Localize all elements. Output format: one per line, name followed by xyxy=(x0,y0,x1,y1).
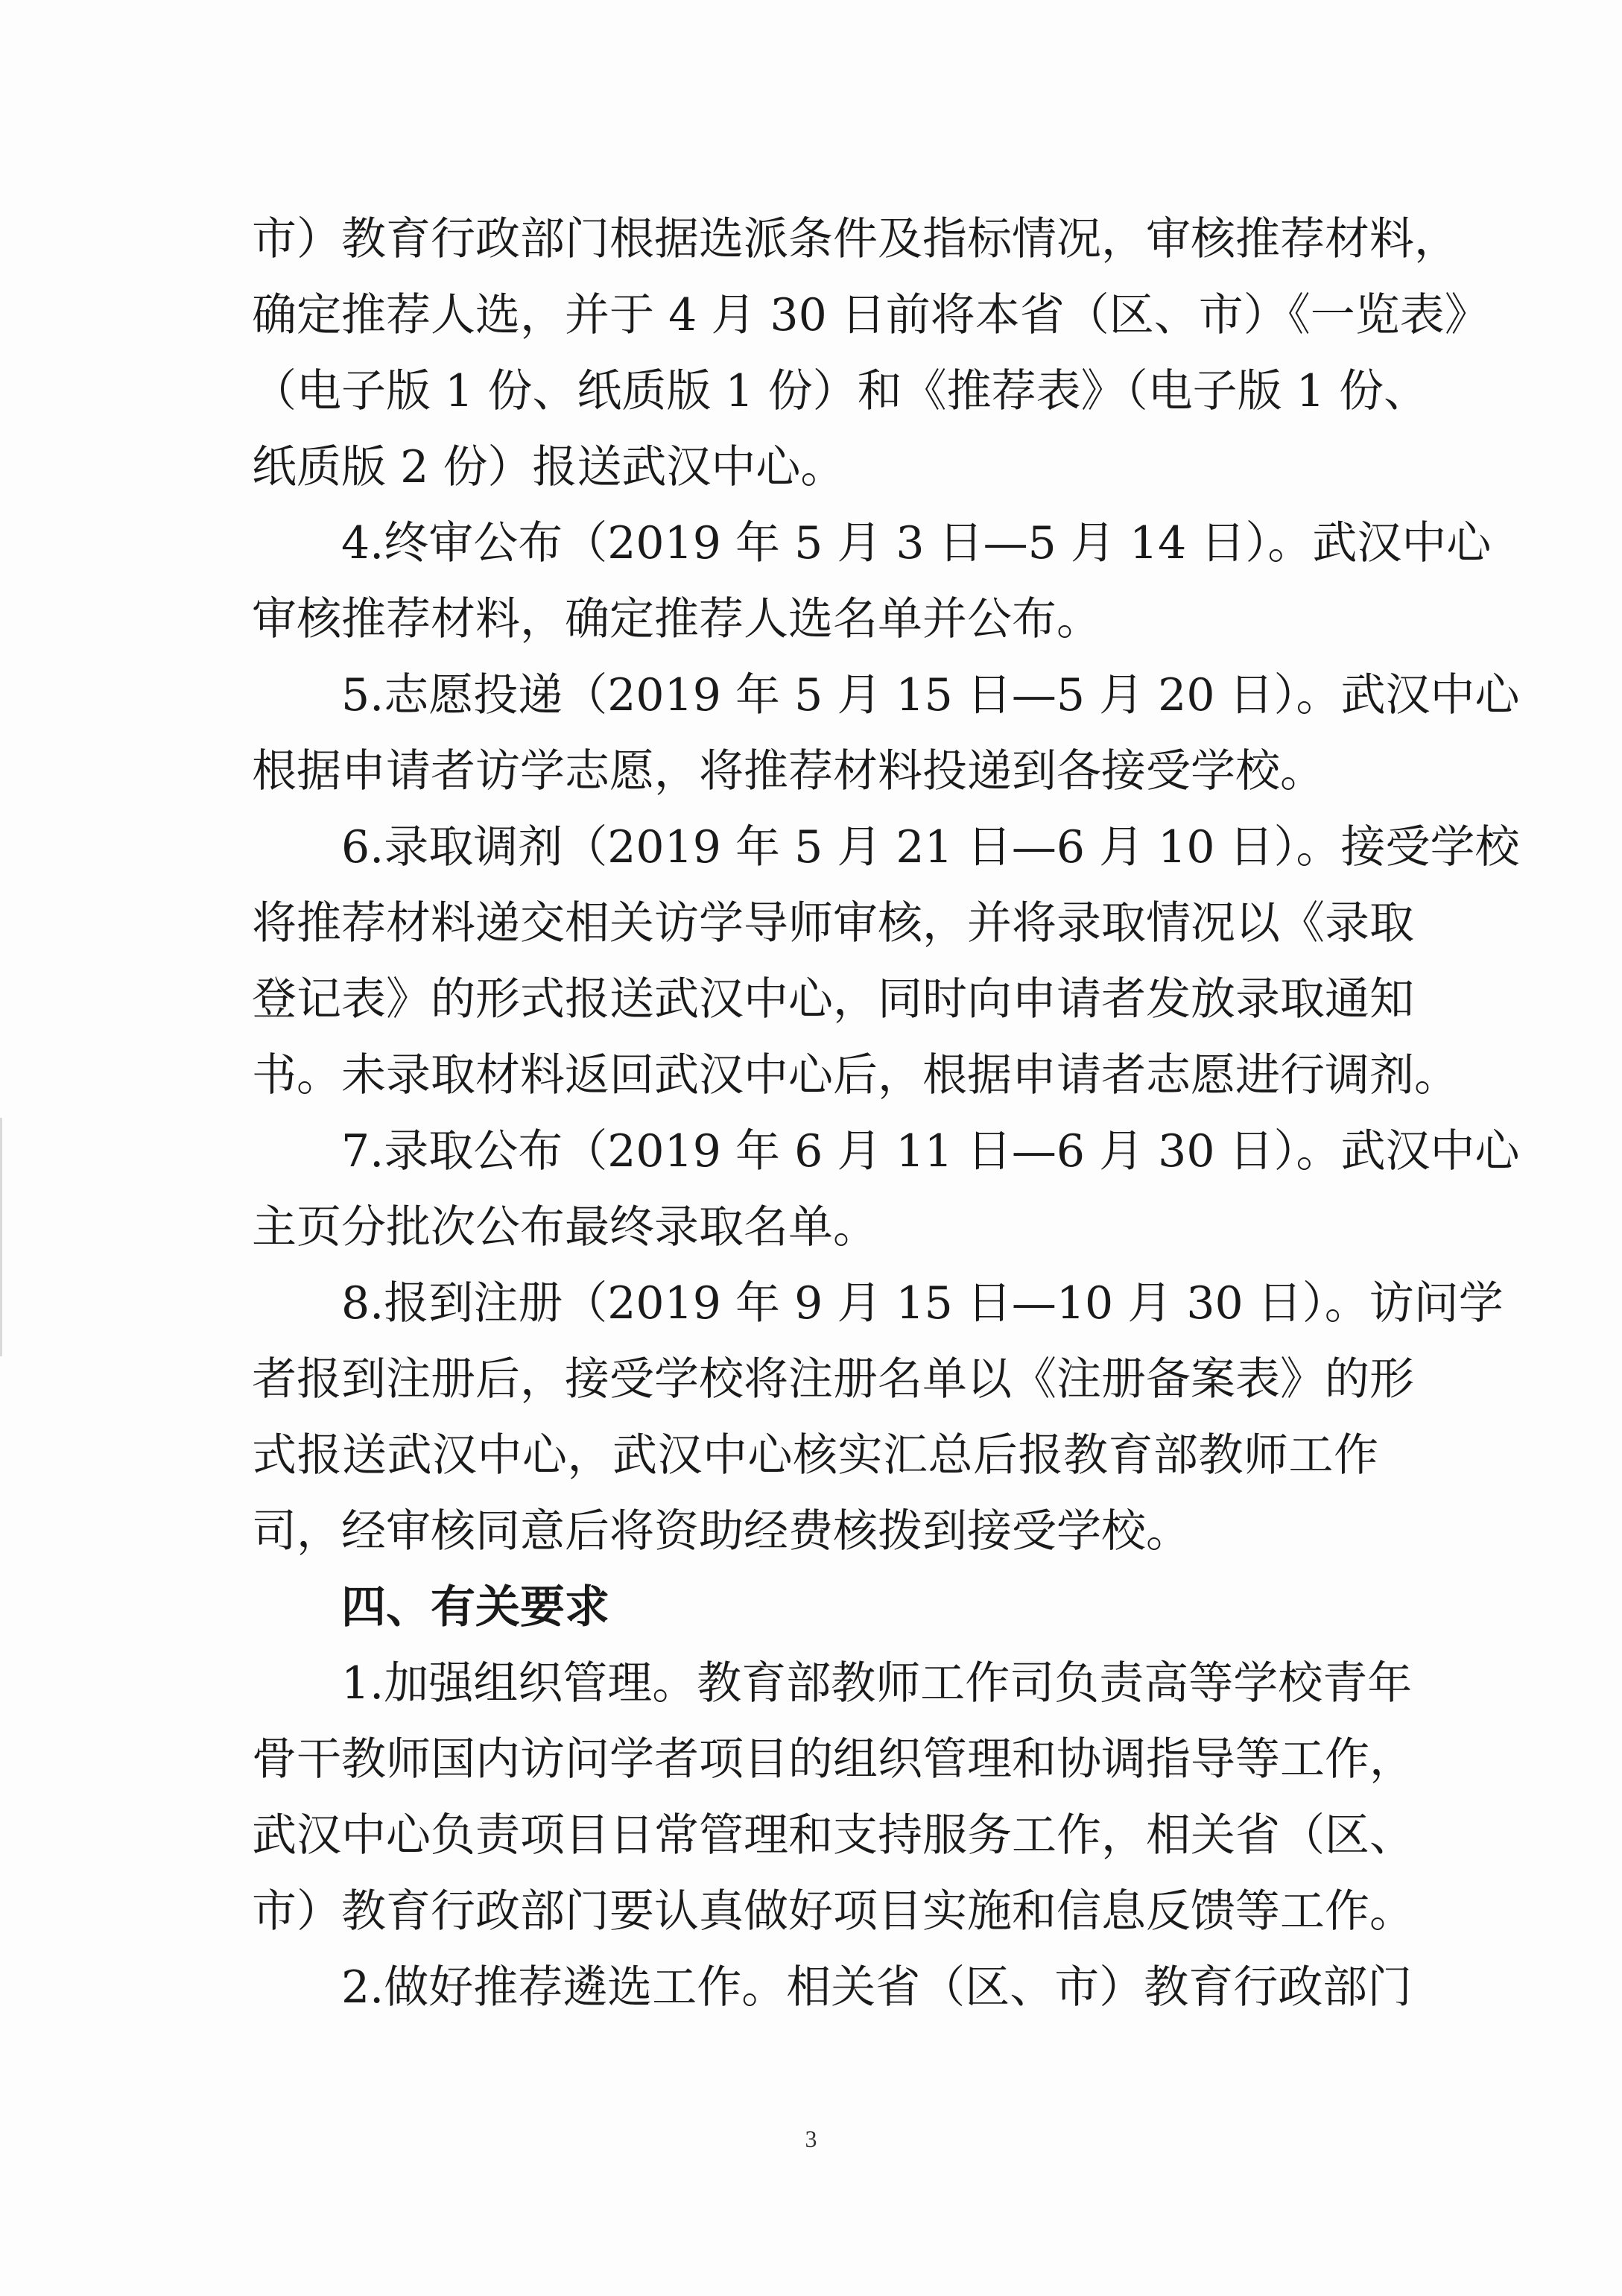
body-line: 1.加强组织管理。教育部教师工作司负责高等学校青年 xyxy=(341,1657,1413,1710)
body-line: 登记表》的形式报送武汉中心，同时向申请者发放录取通知 xyxy=(252,973,1414,1025)
body-line: 2.做好推荐遴选工作。相关省（区、市）教育行政部门 xyxy=(341,1961,1413,2014)
body-line: 书。未录取材料返回武汉中心后，根据申请者志愿进行调剂。 xyxy=(252,1049,1459,1101)
body-line: 确定推荐人选，并于 4 月 30 日前将本省（区、市）《一览表》 xyxy=(252,289,1489,341)
body-line: 式报送武汉中心，武汉中心核实汇总后报教育部教师工作 xyxy=(252,1429,1378,1481)
body-line: 主页分批次公布最终录取名单。 xyxy=(252,1201,878,1253)
body-line: 6.录取调剂（2019 年 5 月 21 日—6 月 10 日）。接受学校 xyxy=(341,821,1520,873)
body-line: 7.录取公布（2019 年 6 月 11 日—6 月 30 日）。武汉中心 xyxy=(341,1125,1520,1177)
body-line: 者报到注册后，接受学校将注册名单以《注册备案表》的形 xyxy=(252,1353,1414,1405)
body-line: 纸质版 2 份）报送武汉中心。 xyxy=(252,441,846,493)
body-line: 市）教育行政部门要认真做好项目实施和信息反馈等工作。 xyxy=(252,1885,1414,1938)
body-line: （电子版 1 份、纸质版 1 份）和《推荐表》（电子版 1 份、 xyxy=(252,365,1428,417)
body-line: 市）教育行政部门根据选派条件及指标情况，审核推荐材料， xyxy=(252,213,1459,265)
page-number: 3 xyxy=(805,2125,817,2152)
body-line: 骨干教师国内访问学者项目的组织管理和协调指导等工作， xyxy=(252,1733,1414,1786)
body-line: 4.终审公布（2019 年 5 月 3 日—5 月 14 日）。武汉中心 xyxy=(341,517,1492,569)
scan-edge xyxy=(0,1118,2,1356)
body-line: 武汉中心负责项目日常管理和支持服务工作，相关省（区、 xyxy=(252,1809,1414,1862)
body-line: 8.报到注册（2019 年 9 月 15 日—10 月 30 日）。访问学 xyxy=(341,1277,1504,1329)
body-line: 将推荐材料递交相关访学导师审核，并将录取情况以《录取 xyxy=(252,897,1414,949)
body-line: 5.志愿投递（2019 年 5 月 15 日—5 月 20 日）。武汉中心 xyxy=(341,669,1520,721)
section-heading: 四、有关要求 xyxy=(341,1581,609,1634)
body-line: 司，经审核同意后将资助经费核拨到接受学校。 xyxy=(252,1505,1191,1557)
body-line: 审核推荐材料，确定推荐人选名单并公布。 xyxy=(252,593,1101,645)
body-line: 根据申请者访学志愿，将推荐材料投递到各接受学校。 xyxy=(252,745,1325,797)
